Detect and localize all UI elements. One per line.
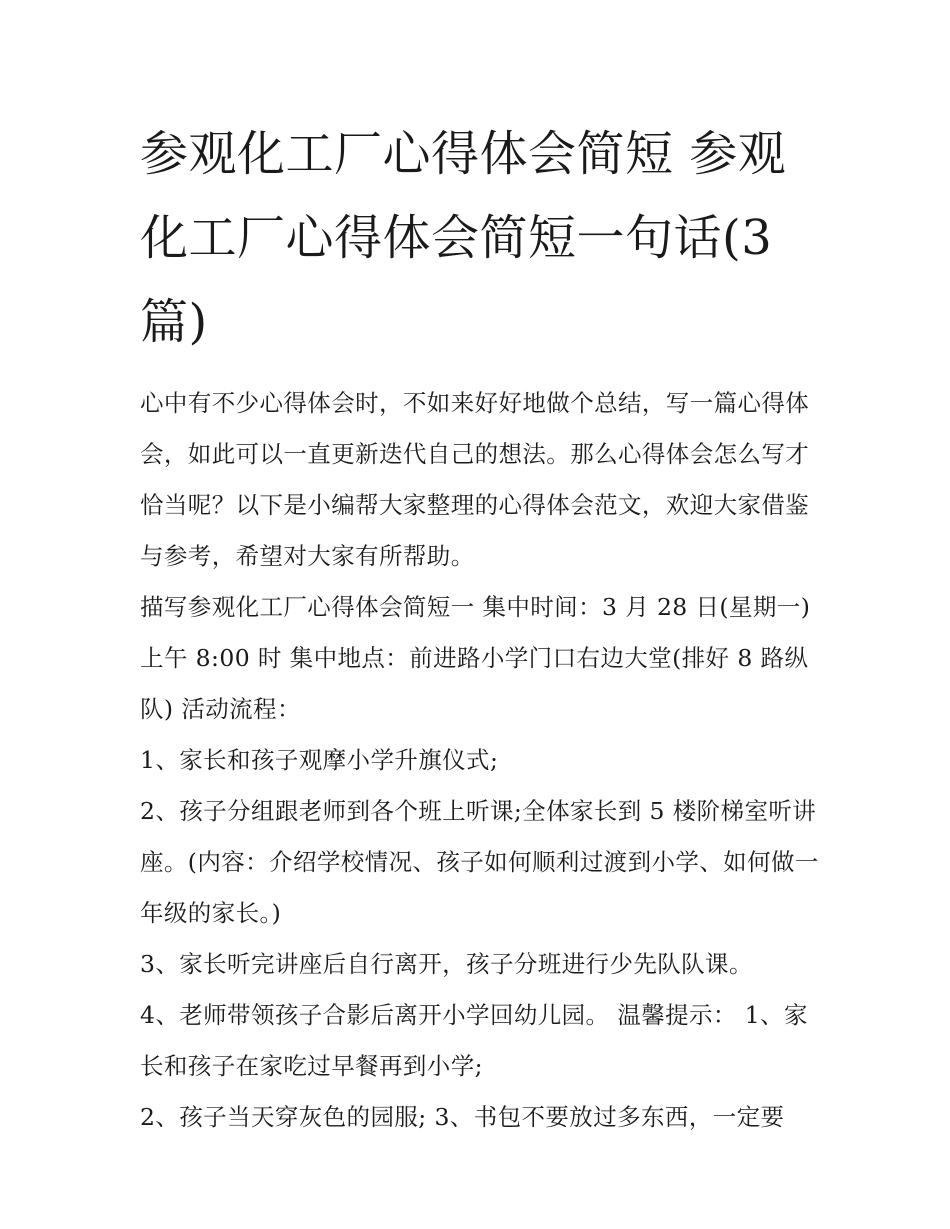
paragraph-step-3: 3、家长听完讲座后自行离开，孩子分班进行少先队队课。 (140, 950, 753, 978)
paragraph-step-2: 2、孩子分组跟老师到各个班上听课;全体家长到 5 楼阶梯室听讲座。(内容：介绍学校情况、孩子如何顺利过渡到小学、如何做一年级的家长。) (140, 797, 819, 927)
paragraph-intro: 心中有不少心得体会时，不如来好好地做个总结，写一篇心得体会，如此可以一直更新迭代自己的想法。那么心得体会怎么写才恰当呢？以下是小编帮大家整理的心得体会范文，欢迎大家借鉴与参考，希望对大家有所帮助。 (140, 389, 810, 570)
paragraph-step-1: 1、家长和孩子观摩小学升旗仪式; (140, 746, 499, 774)
document-title: 参观化工厂心得体会简短 参观化工厂心得体会简短一句话(3篇) (140, 126, 787, 350)
paragraph-schedule: 描写参观化工厂心得体会简短一 集中时间：3 月 28 日(星期一)上午 8:00 时 集中地点：前进路小学门口右边大堂(排好 8 路纵队) 活动流程： (140, 593, 811, 723)
document-page (140, 112, 820, 1143)
document-body (140, 378, 820, 1143)
paragraph-step-4: 4、老师带领孩子合影后离开小学回幼儿园。 温馨提示： 1、家长和孩子在家吃过早餐再到小学; (140, 1001, 808, 1080)
paragraph-tips: 2、孩子当天穿灰色的园服; 3、书包不要放过多东西，一定要 (140, 1103, 785, 1131)
